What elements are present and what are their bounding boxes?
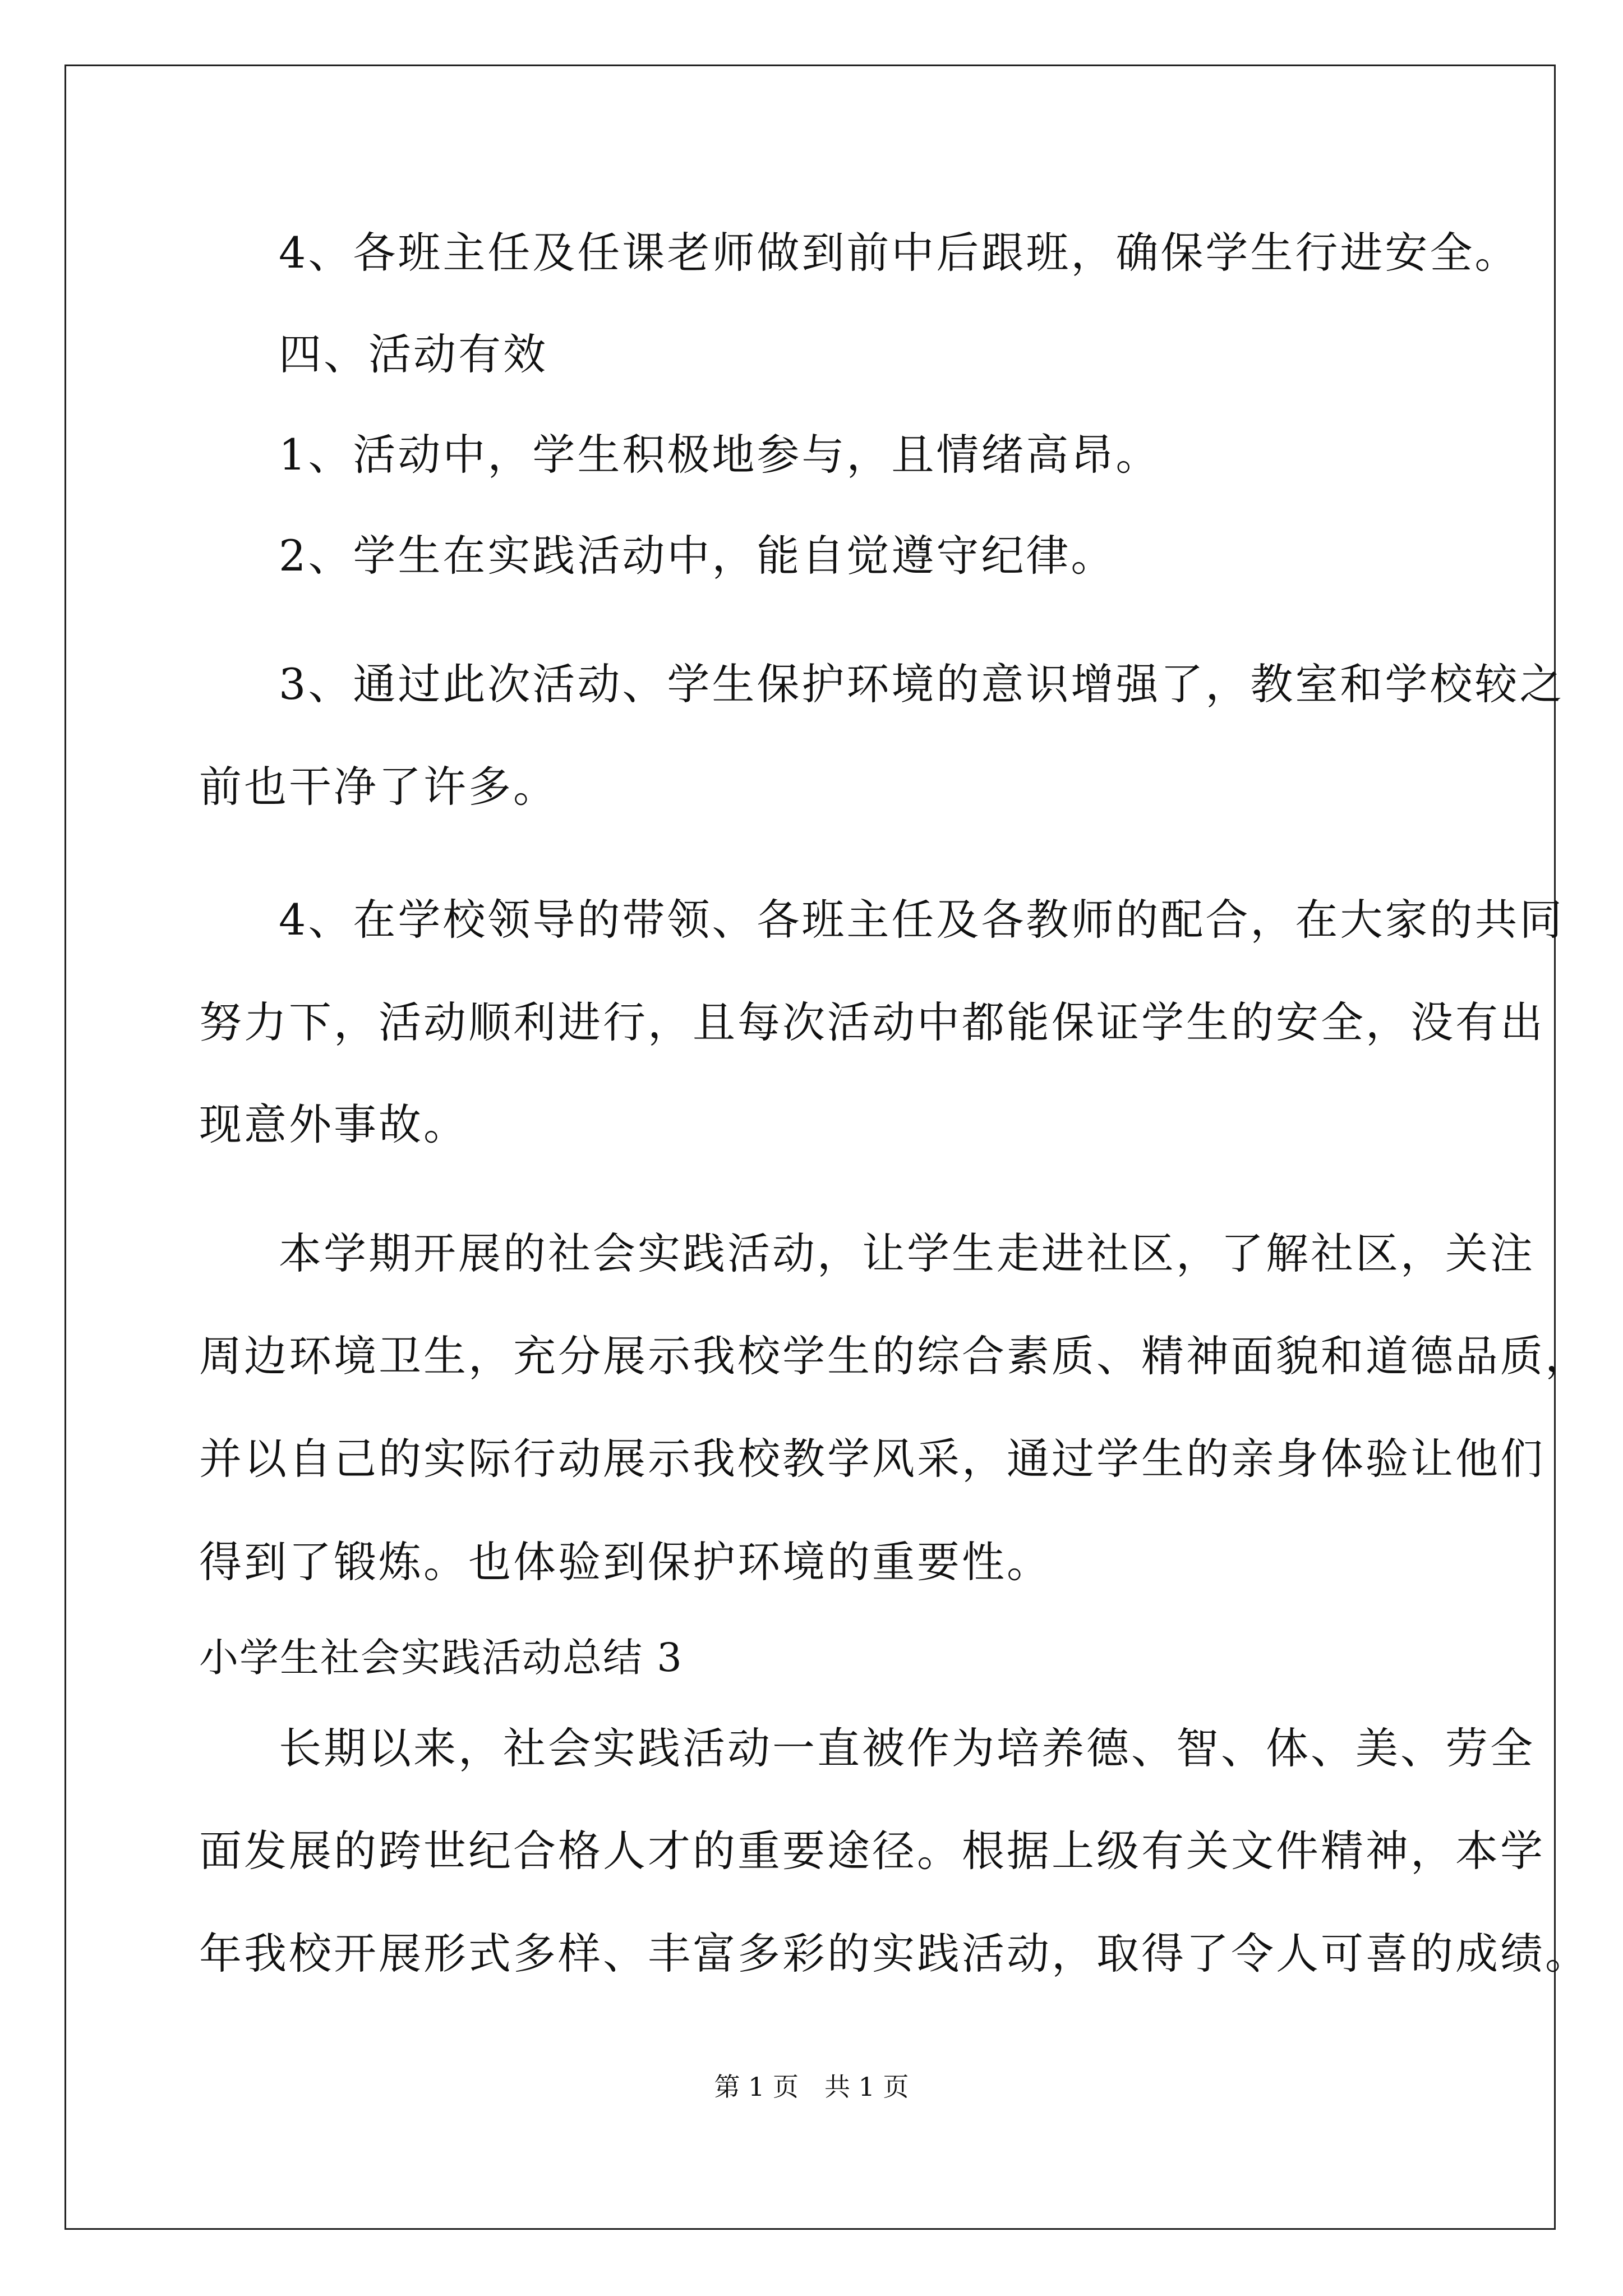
paragraph-line: 得到了锻炼。也体验到保护环境的重要性。 — [199, 1537, 1052, 1587]
paragraph-line: 年我校开展形式多样、丰富多彩的实践活动，取得了令人可喜的成绩。 — [199, 1929, 1590, 1978]
paragraph-line: 2、学生在实践活动中，能自觉遵守纪律。 — [279, 531, 1116, 581]
section-heading: 四、活动有效 — [279, 329, 548, 379]
paragraph-line: 现意外事故。 — [199, 1099, 468, 1149]
paragraph-line: 努力下，活动顺利进行，且每次活动中都能保证学生的安全，没有出 — [199, 997, 1545, 1047]
paragraph-line: 1、活动中，学生积极地参与，且情绪高昂。 — [279, 430, 1161, 480]
paragraph-line: 4、在学校领导的带领、各班主任及各教师的配合，在大家的共同 — [279, 895, 1565, 945]
paragraph-line: 长期以来，社会实践活动一直被作为培养德、智、体、美、劳全 — [279, 1723, 1535, 1773]
paragraph-line: 前也干净了许多。 — [199, 762, 558, 812]
paragraph-line: 并以自己的实际行动展示我校教学风采，通过学生的亲身体验让他们 — [199, 1434, 1545, 1484]
article-title: 小学生社会实践活动总结 3 — [199, 1635, 683, 1681]
page-number-footer: 第 1 页 共 1 页 — [714, 2072, 909, 2102]
paragraph-line: 4、各班主任及任课老师做到前中后跟班，确保学生行进安全。 — [279, 228, 1520, 278]
paragraph-line: 周边环境卫生，充分展示我校学生的综合素质、精神面貌和道德品质， — [199, 1331, 1590, 1381]
paragraph-line: 3、通过此次活动、学生保护环境的意识增强了，教室和学校较之 — [279, 659, 1565, 709]
paragraph-line: 本学期开展的社会实践活动，让学生走进社区，了解社区，关注 — [279, 1228, 1535, 1278]
paragraph-line: 面发展的跨世纪合格人才的重要途径。根据上级有关文件精神，本学 — [199, 1826, 1545, 1876]
